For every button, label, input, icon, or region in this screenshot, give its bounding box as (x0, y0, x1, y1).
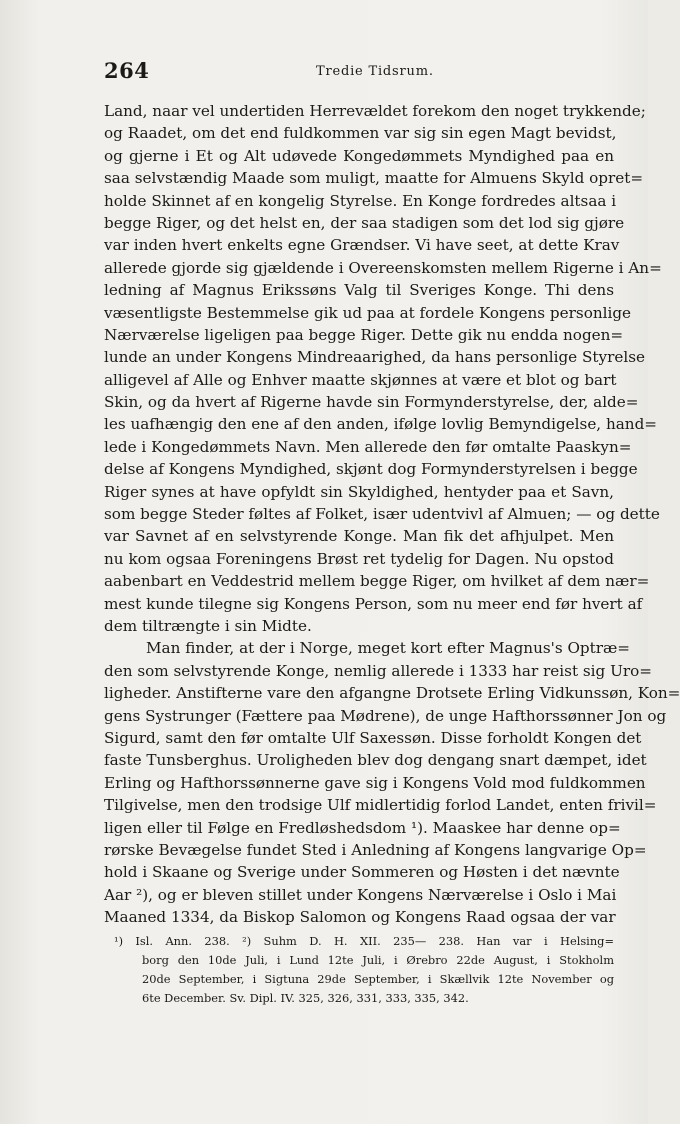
page-number: 264 (104, 58, 150, 83)
text-line: Tilgivelse, men den trodsige Ulf midlertidig forlod Landet, enten frivil= (104, 796, 657, 815)
text-line: hold i Skaane og Sverige under Sommeren og Høsten i det nævnte (104, 863, 620, 882)
text-line: holde Skinnet af en kongelig Styrelse. En Konge fordredes altsaa i (104, 191, 617, 210)
text-line: rørske Bevægelse fundet Sted i Anledning af Kongens langvarige Op= (104, 840, 647, 859)
text-line: dem tiltrængte i sin Midte. (104, 616, 312, 635)
text-line: væsentligste Bestemmelse gik ud paa at fordele Kongens personlige (104, 303, 632, 322)
text-line: aabenbart en Veddestrid mellem begge Riger, om hvilket af dem nær= (104, 572, 650, 591)
body-text (104, 100, 680, 928)
text-line: gens Systrunger (Fættere paa Mødrene), de unge Hafthorssønner Jon og (104, 706, 667, 725)
text-line: delse af Kongens Myndighed, skjønt dog Formynderstyrelsen i begge (104, 460, 638, 479)
page-header (104, 58, 614, 84)
text-line: begge Riger, og det helst en, der saa stadigen som det lod sig gjøre (104, 213, 625, 232)
text-line: og gjerne i Et og Alt udøvede Kongedømmets Myndighed paa en (104, 146, 614, 165)
running-title: Tredie Tidsrum. (316, 64, 434, 79)
text-line: som begge Steder føltes af Folket, især udentvivl af Almuen; — og dette (104, 505, 660, 524)
text-line: lunde an under Kongens Mindreaarighed, da hans personlige Styrelse (104, 348, 645, 367)
footnote-line: borg den 10de Juli, i Lund 12te Juli, i Ørebro 22de August, i Stokholm (142, 953, 614, 967)
text-line: les uafhængig den ene af den anden, ifølge lovlig Bemyndigelse, hand= (104, 415, 658, 434)
text-line: Riger synes at have opfyldt sin Skyldighed, hentyder paa et Savn, (104, 482, 614, 501)
text-line-paragraph-start: Man finder, at der i Norge, meget kort efter Magnus's Optræ= (146, 639, 630, 658)
text-line: Maaned 1334, da Biskop Salomon og Kongens Raad ogsaa der var (104, 908, 616, 927)
text-line: lede i Kongedømmets Navn. Men allerede den før omtalte Paaskyn= (104, 437, 632, 456)
text-line: ligheder. Anstifterne vare den afgangne Drotsete Erling Vidkunssøn, Kon= (104, 684, 680, 703)
text-line: Skin, og da hvert af Rigerne havde sin Formynderstyrelse, der, alde= (104, 393, 639, 412)
text-line: ledning af Magnus Erikssøns Valg til Sveriges Konge. Thi dens (104, 281, 614, 300)
text-line: og Raadet, om det end fuldkommen var sig sin egen Magt bevidst, (104, 124, 617, 143)
text-line: faste Tunsberghus. Uroligheden blev dog dengang snart dæmpet, idet (104, 751, 647, 770)
footnote-line: 20de September, i Sigtuna 29de September, i Skællvik 12te November og (142, 972, 614, 986)
text-line: alligevel af Alle og Enhver maatte skjønnes at være et blot og bart (104, 370, 617, 389)
text-line: Aar ²), og er bleven stillet under Kongens Nærværelse i Oslo i Mai (104, 885, 617, 904)
text-line: allerede gjorde sig gjældende i Overeenskomsten mellem Rigerne i An= (104, 258, 662, 277)
footnote-line: ¹) Isl. Ann. 238. ²) Suhm D. H. XII. 235— 238. Han var i Helsing= (114, 934, 614, 948)
text-line: Land, naar vel undertiden Herrevældet forekom den noget trykkende; (104, 102, 646, 120)
text-line: Nærværelse ligeligen paa begge Riger. Dette gik nu endda nogen= (104, 325, 624, 344)
text-line: Sigurd, samt den før omtalte Ulf Saxessøn. Disse forholdt Kongen det (104, 728, 642, 747)
text-line: saa selvstændig Maade som muligt, maatte for Almuens Skyld opret= (104, 169, 644, 188)
footnote-line: 6te December. Sv. Dipl. IV. 325, 326, 331, 333, 335, 342. (142, 991, 469, 1005)
text-line: ligen eller til Følge en Fredløshedsdom ¹). Maaskee har denne op= (104, 818, 621, 837)
text-line: var inden hvert enkelts egne Grændser. Vi have seet, at dette Krav (104, 236, 620, 255)
footnotes (114, 932, 614, 1008)
text-line: den som selvstyrende Konge, nemlig allerede i 1333 har reist sig Uro= (104, 661, 653, 680)
text-line: mest kunde tilegne sig Kongens Person, som nu meer end før hvert af (104, 594, 643, 613)
text-line: Erling og Hafthorssønnerne gave sig i Kongens Vold mod fuldkommen (104, 773, 646, 792)
text-line: nu kom ogsaa Foreningens Brøst ret tydelig for Dagen. Nu opstod (104, 549, 614, 568)
text-line: var Savnet af en selvstyrende Konge. Man fik det afhjulpet. Men (104, 527, 614, 546)
